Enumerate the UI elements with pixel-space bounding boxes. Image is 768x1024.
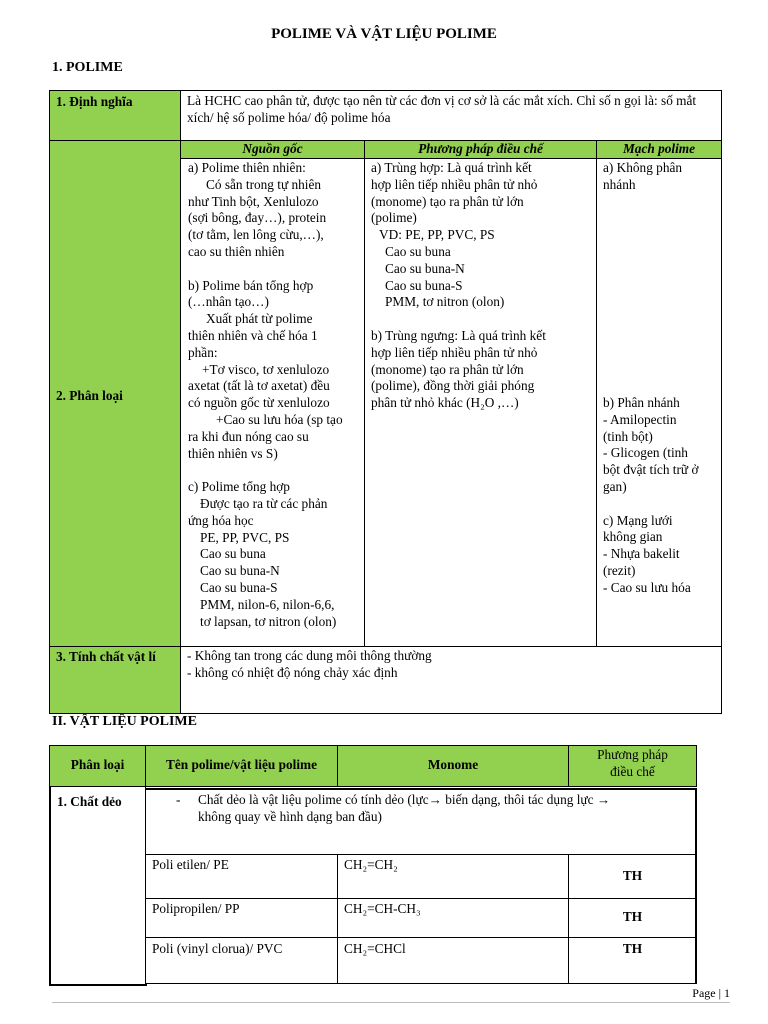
plastic-desc-part: Chất dẻo là vật liệu polime có tính dẻo (lực xyxy=(198,792,429,807)
physical-prop-line: - không có nhiệt độ nóng chảy xác định xyxy=(187,664,398,680)
origin-line: ứng hóa học xyxy=(188,512,254,528)
header-origin: Nguồn gốc xyxy=(242,141,303,156)
page-title: POLIME VÀ VẬT LIỆU POLIME xyxy=(271,26,497,42)
method-line: PMM, tơ nitron (olon) xyxy=(385,294,505,310)
origin-line: thiên nhiên và chế hóa 1 xyxy=(188,327,318,343)
chain-content-b xyxy=(598,394,721,598)
origin-line: +Cao su lưu hóa (sp tạo xyxy=(216,411,343,427)
header-method: Phương pháp điều chế xyxy=(418,141,543,156)
chain-line: - Nhựa bakelit xyxy=(603,546,680,562)
method-line: a) Trùng hợp: Là quá trình kết xyxy=(371,160,532,175)
monomer: CH₂=CH-CH₃ xyxy=(344,901,421,916)
origin-line: PMM, nilon-6, nilon-6,6, xyxy=(200,596,335,612)
method-line: (polime) xyxy=(371,210,417,226)
monomer: CH₂=CHCl xyxy=(344,941,406,956)
origin-line: Xuất phát từ polime xyxy=(206,311,313,327)
chain-line: (tinh bột) xyxy=(603,428,653,444)
physical-props-label: 3. Tính chất vật lí xyxy=(56,649,156,664)
method-line: Cao su buna-N xyxy=(385,260,465,276)
header-chain: Mạch polime xyxy=(622,141,696,156)
monomer: CH₂=CH₂ xyxy=(344,857,398,872)
polymer-name: Poli (vinyl clorua)/ PVC xyxy=(152,941,283,956)
origin-line: c) Polime tổng hợp xyxy=(188,479,290,495)
footer-rule xyxy=(52,1002,730,1003)
origin-line: Có sẵn trong tự nhiên xyxy=(206,176,322,192)
chain-line: a) Không phân xyxy=(603,160,683,175)
header-polymer-name: Tên polime/vật liệu polime xyxy=(165,757,318,772)
header-method-line: điều chế xyxy=(610,763,655,779)
chain-line: bột đvật tích trữ ở xyxy=(603,462,699,478)
definition-text: Là HCHC cao phân tử, được tạo nên từ các đơn vị cơ sở là các mắt xích. Chỉ số n gọi là: số mắt xích/ hệ số polime hóa/ độ polime hóa xyxy=(187,93,697,125)
origin-line: Cao su buna-N xyxy=(200,563,280,579)
method-line: Cao su buna xyxy=(385,243,451,259)
arrow-icon: → xyxy=(428,792,442,807)
plastic-bullet: - xyxy=(176,792,181,807)
chain-line: c) Mạng lưới xyxy=(603,512,673,528)
polymer-name: Polipropilen/ PP xyxy=(152,901,240,916)
definition-label: 1. Định nghĩa xyxy=(56,94,133,109)
method-line: VD: PE, PP, PVC, PS xyxy=(379,227,495,243)
method-value: TH xyxy=(622,868,643,883)
method-line: (monome) tạo ra phân tử lớn xyxy=(371,193,524,209)
header-method xyxy=(569,747,696,781)
header-method-line: Phương pháp xyxy=(597,747,668,762)
origin-line: ra khi đun nóng cao su xyxy=(188,428,309,444)
plastic-description xyxy=(198,792,693,826)
chain-line: nhánh xyxy=(603,176,636,192)
chain-content-a xyxy=(598,159,721,195)
method-line: (monome) tạo ra phân tử lớn xyxy=(371,361,524,377)
origin-line: cao su thiên nhiên xyxy=(188,243,285,259)
origin-line: axetat (tất là tơ axetat) đều xyxy=(188,378,330,394)
chain-line: - Amilopectin xyxy=(603,411,677,427)
section-2-heading: II. VẬT LIỆU POLIME xyxy=(52,714,197,729)
origin-content xyxy=(183,159,363,631)
origin-line: như Tinh bột, Xenlulozo xyxy=(188,193,319,209)
section-1-heading: 1. POLIME xyxy=(52,60,123,75)
origin-line: (tơ tằm, len lông cừu,…), xyxy=(188,227,324,243)
origin-line: Cao su buna-S xyxy=(200,579,278,595)
origin-line: (sợi bông, đay…), protein xyxy=(188,210,327,226)
chain-line: gan) xyxy=(603,478,627,494)
plastic-label: 1. Chất dẻo xyxy=(57,794,122,809)
origin-line: (…nhân tạo…) xyxy=(188,294,269,310)
chain-line: - Cao su lưu hóa xyxy=(603,579,691,595)
origin-line: Cao su buna xyxy=(200,546,266,562)
plastic-desc-part: không quay về hình dạng ban đầu) xyxy=(198,808,382,824)
classification-label: 2. Phân loại xyxy=(56,388,123,403)
origin-line: a) Polime thiên nhiên: xyxy=(188,160,306,175)
method-line: hợp liên tiếp nhiều phân tử nhỏ xyxy=(371,176,538,192)
method-value: TH xyxy=(622,941,643,956)
chain-line: - Glicogen (tinh xyxy=(603,445,688,461)
physical-props-content xyxy=(182,647,720,683)
plastic-desc-part: biến dạng, thôi tác dụng lực xyxy=(441,792,597,807)
origin-line: thiên nhiên vs S) xyxy=(188,445,278,461)
method-line: hợp liên tiếp nhiều phân tử nhỏ xyxy=(371,344,538,360)
chain-line: b) Phân nhánh xyxy=(603,395,680,410)
method-content xyxy=(366,159,596,413)
physical-prop-line: - Không tan trong các dung môi thông thường xyxy=(187,648,432,663)
origin-line: b) Polime bán tổng hợp xyxy=(188,277,314,293)
arrow-icon: → xyxy=(596,792,611,807)
chain-line: (rezit) xyxy=(603,562,636,578)
method-value: TH xyxy=(622,909,643,924)
header-monomer: Monome xyxy=(427,757,479,772)
method-line: Cao su buna-S xyxy=(385,277,463,293)
origin-line: tơ lapsan, tơ nitron (olon) xyxy=(200,613,337,629)
origin-line: PE, PP, PVC, PS xyxy=(200,529,290,545)
method-line: phân tử nhỏ khác (H₂O ,…) xyxy=(371,395,519,411)
method-line: (polime), đồng thời giải phóng xyxy=(371,378,535,394)
chain-line: không gian xyxy=(603,529,663,545)
origin-line: phần: xyxy=(188,344,218,360)
page-number: Page | 1 xyxy=(692,986,730,1000)
origin-line: Được tạo ra từ các phản xyxy=(200,495,328,511)
origin-line: +Tơ visco, tơ xenlulozo xyxy=(202,361,330,377)
method-line: b) Trùng ngưng: Là quá trình kết xyxy=(371,327,546,343)
header-classification: Phân loại xyxy=(70,757,125,772)
polymer-name: Poli etilen/ PE xyxy=(152,857,229,872)
origin-line: có nguồn gốc từ xenlulozo xyxy=(188,395,330,411)
